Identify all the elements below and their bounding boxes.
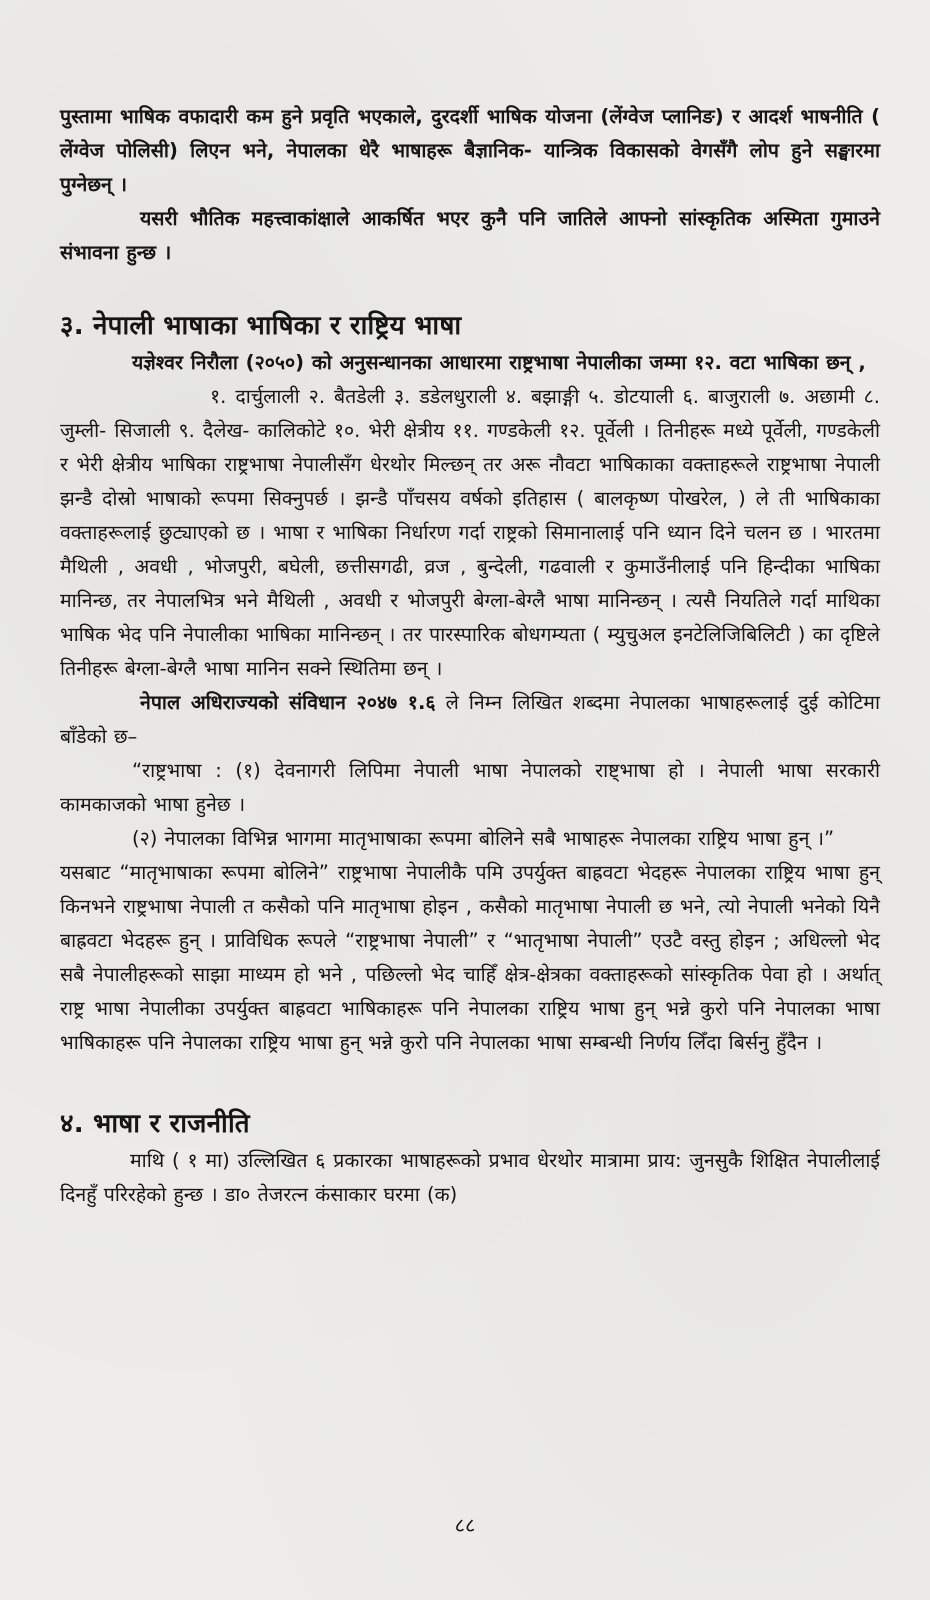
paragraph-language-influence: माथि ( १ मा) उल्लिखित ६ प्रकारका भाषाहरूको प्रभाव धेरथोर मात्रामा प्राय: जुनसुकै शिक्षित नेपालीलाई दिनहुँ परिरहेको हुन्छ । डा० तेजरत्न कंसाकार घरमा (क) [60, 1149, 880, 1206]
page-content [60, 100, 880, 1212]
heading-section-3: ३. नेपाली भाषाका भाषिका र राष्ट्रिय भाषा [60, 311, 462, 341]
quote-mother-tongues: (२) नेपालका विभिन्न भागमा मातृभाषाका रूपमा बोलिने सबै भाषाहरू नेपालका राष्ट्रिय भाषा हुन् ।” [132, 827, 835, 850]
paragraph-constitution-intro [60, 686, 880, 754]
paragraph-cultural-identity: यसरी भौतिक महत्त्वाकांक्षाले आकर्षित भएर कुनै पनि जातिले आफ्नो सांस्कृतिक अस्मिता गुमाउने संभावना हुन्छ । [60, 207, 880, 264]
paragraph-language-loyalty: पुस्तामा भाषिक वफादारी कम हुने प्रवृति भएकाले, दुरदर्शी भाषिक योजना (लेंग्वेज प्लानिङ) र आदर्श भाषनीति ( लेंग्वेज पोलिसी) लिएन भने, नेपालका धेरै भाषाहरू बैज्ञानिक- यान्त्रिक विकासको वेगसँगै लोप हुने सङ्घारमा पुग्नेछन् । [60, 105, 880, 196]
constitution-reference: नेपाल अधिराज्यको संविधान २०४७ १.६ [140, 691, 436, 714]
paragraph-twelve-dialects: यसबाट “मातृभाषाका रूपमा बोलिने” राष्ट्रभाषा नेपालीकै पमि उपर्युक्त बाह्रवटा भेदहरू नेपालका राष्ट्रिय भाषा हुन् किनभने राष्ट्रभाषा नेपाली त कसैको पनि मातृभाषा होइन , कसैको मातृभाषा नेपाली छ भने, त्यो नेपाली भनेको यिनै बाह्रवटा भेदहरू हुन् । प्राविधिक रूपले “राष्ट्रभाषा नेपाली” र “भातृभाषा नेपाली” एउटै वस्तु होइन ; अधिल्लो भेद सबै नेपालीहरूको साझा माध्यम हो भने , पछिल्लो भेद चाहिँ क्षेत्र-क्षेत्रका वक्ताहरूको सांस्कृतिक पेवा हो । अर्थात् राष्ट्र भाषा नेपालीका उपर्युक्त बाह्रवटा भाषिकाहरू पनि नेपालका राष्ट्रिय भाषा हुन् भन्ने कुरो पनि नेपालका भाषा भाषिकाहरू पनि नेपालका राष्ट्रिय भाषा हुन् भन्ने कुरो पनि नेपालका भाषा सम्बन्धी निर्णय लिँदा बिर्सनु हुँदैन । [60, 861, 880, 1054]
heading-section-4: ४. भाषा र राजनीति [60, 1109, 250, 1139]
paragraph-dialect-count: यज्ञेश्वर निरौला (२०५०) को अनुसन्धानका आधारमा राष्ट्रभाषा नेपालीका जम्मा १२. वटा भाषिका छन् , [132, 351, 866, 374]
constitution-intro-text: ले निम्न लिखित शब्दमा नेपालका भाषाहरूलाई दुई कोटिमा बाँडेको छ– [60, 691, 880, 748]
quote-national-language: “राष्ट्रभाषा : (१) देवनागरी लिपिमा नेपाली भाषा नेपालको राष्ट्भाषा हो । नेपाली भाषा सरकारी कामकाजको भाषा हुनेछ । [60, 759, 880, 816]
page-number: ८८ [454, 1513, 476, 1537]
paragraph-dialect-list: १. दार्चुलाली २. बैतडेली ३. डडेलधुराली ४. बझाङ्गी ५. डोटयाली ६. बाजुराली ७. अछामी ८. जुम्ली- सिजाली ९. दैलेख- कालिकोटे १०. भेरी क्षेत्रीय ११. गण्डकेली १२. पूर्वेली । तिनीहरू मध्ये पूर्वेली, गण्डकेली र भेरी क्षेत्रीय भाषिका राष्ट्रभाषा नेपालीसँग धेरथोर मिल्छन् तर अरू नौवटा भाषिकाका वक्ताहरूले राष्ट्रभाषा नेपाली झन्डै दोस्रो भाषाको रूपमा सिक्नुपर्छ । झन्डै पाँचसय वर्षको इतिहास ( बालकृष्ण पोखरेल, ) ले ती भाषिकाका वक्ताहरूलाई छुट्याएको छ । भाषा र भाषिका निर्धारण गर्दा राष्ट्रको सिमानालाई पनि ध्यान दिने चलन छ । भारतमा मैथिली , अवधी , भोजपुरी, बघेली, छत्तीसगढी, व्रज , बुन्देली, गढवाली र कुमाउँनीलाई पनि हिन्दीका भाषिका मानिन्छ, तर नेपालभित्र भने मैथिली , अवधी र भोजपुरी बेग्ला-बेग्लै भाषा मानिन्छन् । त्यसै नियतिले गर्दा माथिका भाषिक भेद पनि नेपालीका भाषिका मानिन्छन् । तर पारस्पारिक बोधगम्यता ( म्युचुअल इनटेलिजिबिलिटी ) का दृष्टिले तिनीहरू बेग्ला-बेग्लै भाषा मानिन सक्ने स्थितिमा छन् । [60, 385, 880, 680]
